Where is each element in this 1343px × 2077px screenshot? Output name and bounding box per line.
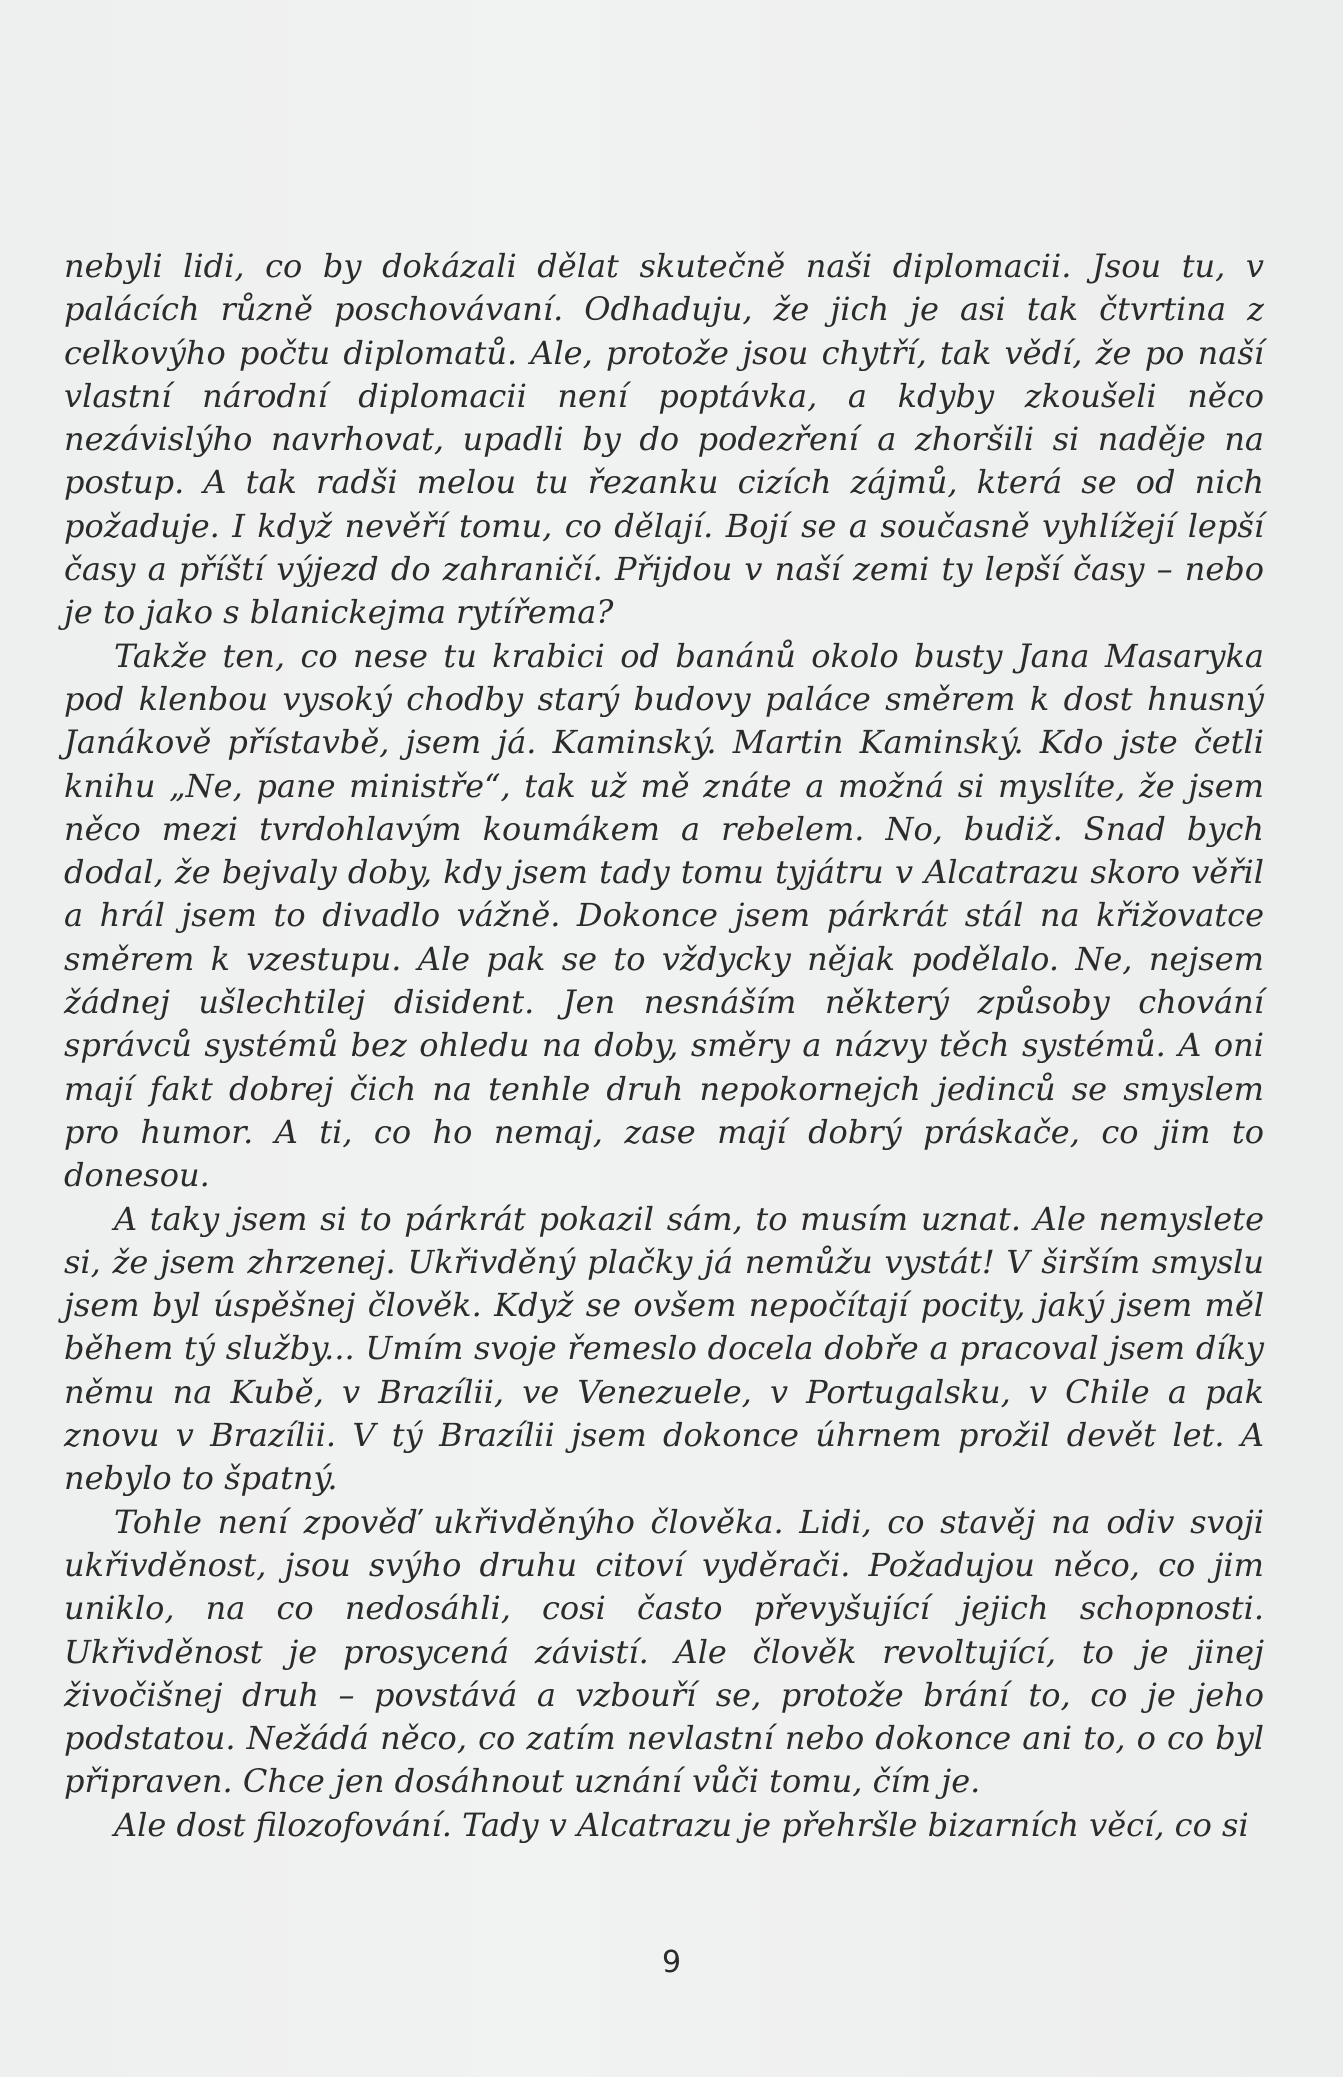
paragraph-5: Ale dost filozofování. Tady v Alcatrazu je přehršle bizarních věcí, co si	[114, 1805, 1249, 1844]
paragraph-4: Tohle není zpověď ukřivděnýho člověka. Lidi, co stavěj na odiv svoji ukřivděnost, jsou svýho druhu citoví vyděrači. Požadujou něco, co jim uniklo, na co nedosáhli, cosi často převyšující jejich schopnosti. Ukřivděnost je prosycená závistí. Ale člověk revoltující, to je jinej živočišnej druh – povstává a vzbouří se, protože brání to, co je jeho podstatou. Nežádá něco, co zatím nevlastní nebo dokonce ani to, o co byl připraven. Chce jen dosáhnout uznání vůči tomu, čím je.	[64, 1502, 1264, 1801]
paragraph-3: A taky jsem si to párkrát pokazil sám, to musím uznat. Ale nemyslete si, že jsem zhrzenej. Ukřivděný plačky já nemůžu vystát! V širším smyslu jsem byl úspěšnej člověk. Když se ovšem nepočítají pocity, jaký jsem měl během tý služby... Umím svoje řemeslo docela dobře a pracoval jsem díky němu na Kubě, v Brazílii, ve Venezuele, v Portugalsku, v Chile a pak znovu v Brazílii. V tý Brazílii jsem dokonce úhrnem prožil devět let. A nebylo to špatný.	[64, 1199, 1264, 1498]
paragraph-2: Takže ten, co nese tu krabici od banánů okolo busty Jana Masaryka pod klenbou vysoký chodby starý budovy paláce směrem k dost hnusný Janákově přístavbě, jsem já. Kaminský. Martin Kaminský. Kdo jste četli knihu „Ne, pane ministře“, tak už mě znáte a možná si myslíte, že jsem něco mezi tvrdohlavým koumákem a rebelem. No, budiž. Snad bych dodal, že bejvaly doby, kdy jsem tady tomu tyjátru v Alcatrazu skoro věřil a hrál jsem to divadlo vážně. Dokonce jsem párkrát stál na křižovatce směrem k vzestupu. Ale pak se to vždycky nějak podělalo. Ne, nejsem žádnej ušlechtilej disident. Jen nesnáším některý způsoby chování správců systémů bez ohledu na doby, směry a názvy těch systémů. A oni mají fakt dobrej čich na tenhle druh nepokornejch jedinců se smyslem pro humor. A ti, co ho nemaj, zase mají dobrý práskače, co jim to donesou.	[64, 636, 1264, 1195]
page-number: 9	[661, 1945, 682, 1980]
body-text	[64, 245, 1264, 1847]
paragraph-1: nebyli lidi, co by dokázali dělat skutečně naši diplomacii. Jsou tu, v palácích různě poschovávaní. Odhaduju, že jich je asi tak čtvrtina z celkovýho počtu diplomatů. Ale, protože jsou chytří, tak vědí, že po naší vlastní národní diplomacii není poptávka, a kdyby zkoušeli něco nezávislýho navrhovat, upadli by do podezření a zhoršili si naděje na postup. A tak radši melou tu řezanku cizích zájmů, která se od nich požaduje. I když nevěří tomu, co dělají. Bojí se a současně vyhlížejí lepší časy a příští výjezd do zahraničí. Přijdou v naší zemi ty lepší časy – nebo je to jako s blanickejma rytířema?	[64, 247, 1264, 632]
